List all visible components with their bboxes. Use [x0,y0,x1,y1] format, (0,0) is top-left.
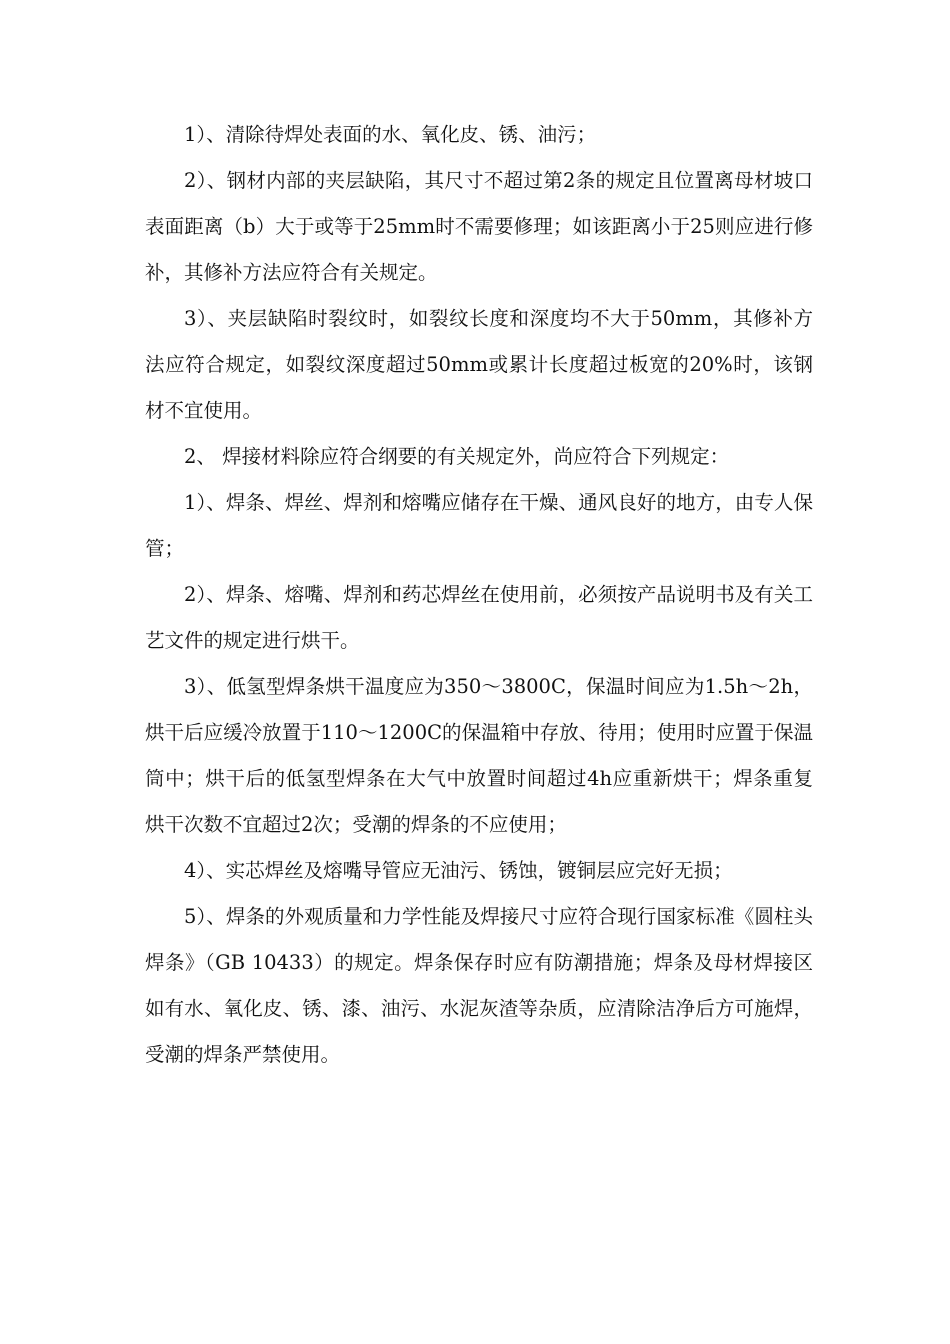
paragraph-3: 3）、夹层缺陷时裂纹时，如裂纹长度和深度均不大于50mm，其修补方法应符合规定，如裂纹深度超过50mm或累计长度超过板宽的20%时，该钢材不宜使用。 [145,307,813,422]
paragraph-4: 2、 焊接材料除应符合纲要的有关规定外，尚应符合下列规定： [184,445,730,468]
document-body [145,112,813,1078]
paragraph-7: 3）、低氢型焊条烘干温度应为350～3800C，保温时间应为1.5h～2h，烘干后应缓冷放置于110～1200C的保温箱中存放、待用；使用时应置于保温筒中；烘干后的低氢型焊条在大气中放置时间超过4h应重新烘干；焊条重复烘干次数不宜超过2次；受潮的焊条的不应使用； [145,675,813,836]
paragraph-2: 2）、钢材内部的夹层缺陷，其尺寸不超过第2条的规定且位置离母材坡口表面距离（b）大于或等于25mm时不需要修理；如该距离小于25则应进行修补，其修补方法应符合有关规定。 [145,169,813,284]
paragraph-6: 2）、焊条、熔嘴、焊剂和药芯焊丝在使用前，必须按产品说明书及有关工艺文件的规定进行烘干。 [145,583,813,652]
paragraph-9: 5）、焊条的外观质量和力学性能及焊接尺寸应符合现行国家标准《圆柱头焊条》（GB 10433）的规定。焊条保存时应有防潮措施；焊条及母材焊接区如有水、氧化皮、锈、漆、油污、水泥灰渣等杂质，应清除洁净后方可施焊，受潮的焊条严禁使用。 [145,905,813,1066]
paragraph-8: 4）、实芯焊丝及熔嘴导管应无油污、锈蚀，镀铜层应完好无损； [184,859,733,882]
paragraph-5: 1）、焊条、焊丝、焊剂和熔嘴应储存在干燥、通风良好的地方，由专人保管； [145,491,813,560]
paragraph-1: 1）、清除待焊处表面的水、氧化皮、锈、油污； [184,123,597,146]
